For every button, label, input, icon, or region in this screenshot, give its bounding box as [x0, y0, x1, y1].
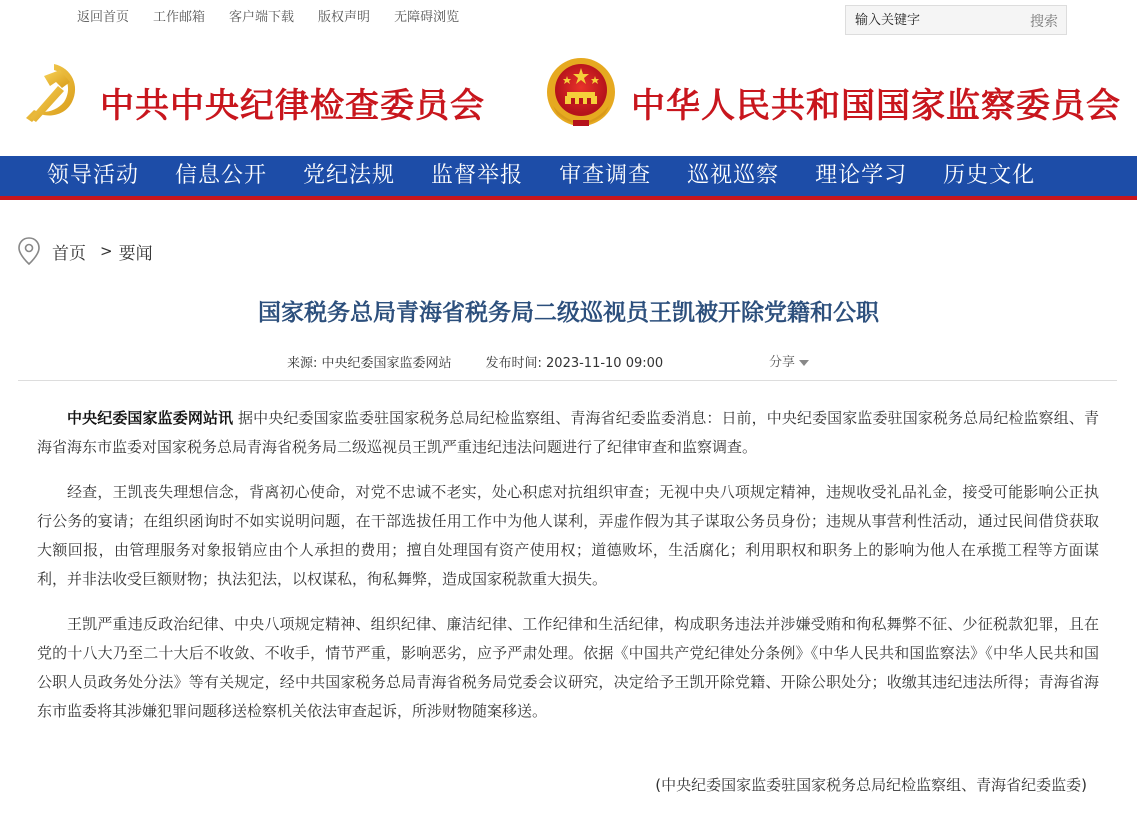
nav-item-investigation[interactable]: 审查调查: [559, 163, 652, 188]
site-header: [0, 40, 1137, 156]
share-label: 分享: [769, 355, 796, 370]
top-link-copyright[interactable]: 版权声明: [318, 10, 371, 25]
national-emblem-icon: [543, 54, 619, 132]
cpc-discipline-commission-title: 中共中央纪律检查委员会: [100, 86, 485, 126]
nav-item-inspection[interactable]: 巡视巡察: [687, 163, 780, 188]
article-meta: [287, 352, 697, 371]
top-link-client-download[interactable]: 客户端下载: [229, 10, 295, 25]
breadcrumb-separator: >: [100, 242, 113, 260]
article-paragraph-3: 王凯严重违反政治纪律、中央八项规定精神、组织纪律、廉洁纪律、工作纪律和生活纪律，构成职务违法并涉嫌受贿和徇私舞弊不征、少征税款犯罪，且在党的十八大乃至二十大后不收敛、不收手，情节严重，影响恶劣，应予严肃处理。依据《中国共产党纪律处分条例》《中华人民共和国监察法》《中华人民共和国公职人员政务处分法》等有关规定，经中共国家税务总局青海省税务局党委会议研究，决定给予王凯开除党籍、开除公职处分；收缴其违纪违法所得；青海省海东市监委将其涉嫌犯罪问题移送检察机关依法审查起诉，所涉财物随案移送。: [37, 615, 1099, 720]
chevron-down-icon: [799, 360, 809, 366]
nav-item-report[interactable]: 监督举报: [431, 163, 524, 188]
nav-item-information[interactable]: 信息公开: [175, 163, 268, 188]
breadcrumb-home[interactable]: 首页: [52, 243, 86, 264]
nav-item-leadership[interactable]: 领导活动: [47, 163, 140, 188]
article-source-note: (中央纪委国家监委驻国家税务总局纪检监察组、青海省纪委监委): [655, 776, 1087, 794]
article-title: 国家税务总局青海省税务局二级巡视员王凯被开除党籍和公职: [258, 300, 879, 326]
nav-item-regulations[interactable]: 党纪法规: [303, 163, 396, 188]
location-pin-icon: [16, 236, 42, 266]
breadcrumb-current[interactable]: 要闻: [118, 243, 153, 264]
main-nav-items: [47, 156, 1071, 196]
article-lead: 中央纪委国家监委网站讯: [67, 409, 234, 427]
top-link-accessibility[interactable]: 无障碍浏览: [394, 10, 460, 25]
party-emblem-icon: [20, 60, 84, 124]
share-button[interactable]: [769, 351, 809, 370]
nav-item-history[interactable]: 历史文化: [943, 163, 1036, 188]
article-divider: [18, 380, 1117, 381]
article-paragraph-2: 经查，王凯丧失理想信念，背离初心使命，对党不忠诚不老实，处心积虑对抗组织审查；无视中央八项规定精神，违规收受礼品礼金，接受可能影响公正执行公务的宴请；在组织函询时不如实说明问题，在干部选拔任用工作中为他人谋利，弄虚作假为其子谋取公务员身份；违规从事营利性活动，通过民间借贷获取大额回报，由管理服务对象报销应由个人承担的费用；擅自处理国有资产使用权；道德败坏，生活腐化；利用职权和职务上的影响为他人在承揽工程等方面谋利，并非法收受巨额财物；执法犯法，以权谋私，徇私舞弊，造成国家税款重大损失。: [37, 483, 1099, 588]
article-paragraph-1-text: 据中央纪委国家监委驻国家税务总局纪检监察组、青海省纪委监委消息：日前，中央纪委国家监委驻国家税务总局纪检监察组、青海省海东市监委对国家税务总局青海省税务局二级巡视员王凯严重违纪违法问题进行了纪律审查和监察调查。: [37, 409, 1099, 456]
nav-item-theory[interactable]: 理论学习: [815, 163, 908, 188]
article-publish-time: 发布时间: 2023-11-10 09:00: [485, 356, 664, 371]
top-link-email[interactable]: 工作邮箱: [153, 10, 206, 25]
article-paragraph-1: [37, 404, 1099, 462]
national-supervisory-commission-title: 中华人民共和国国家监察委员会: [631, 86, 1121, 126]
article-source: 来源: 中央纪委国家监委网站: [287, 356, 452, 371]
search-box: [845, 5, 1067, 35]
main-nav: [0, 156, 1137, 200]
article-body: [37, 404, 1099, 742]
search-button[interactable]: 搜索: [1030, 11, 1058, 31]
top-link-home[interactable]: 返回首页: [77, 10, 130, 25]
search-input[interactable]: [846, 6, 1016, 34]
breadcrumb: [16, 236, 153, 266]
top-links: [77, 6, 483, 25]
top-utility-bar: [0, 0, 1137, 40]
